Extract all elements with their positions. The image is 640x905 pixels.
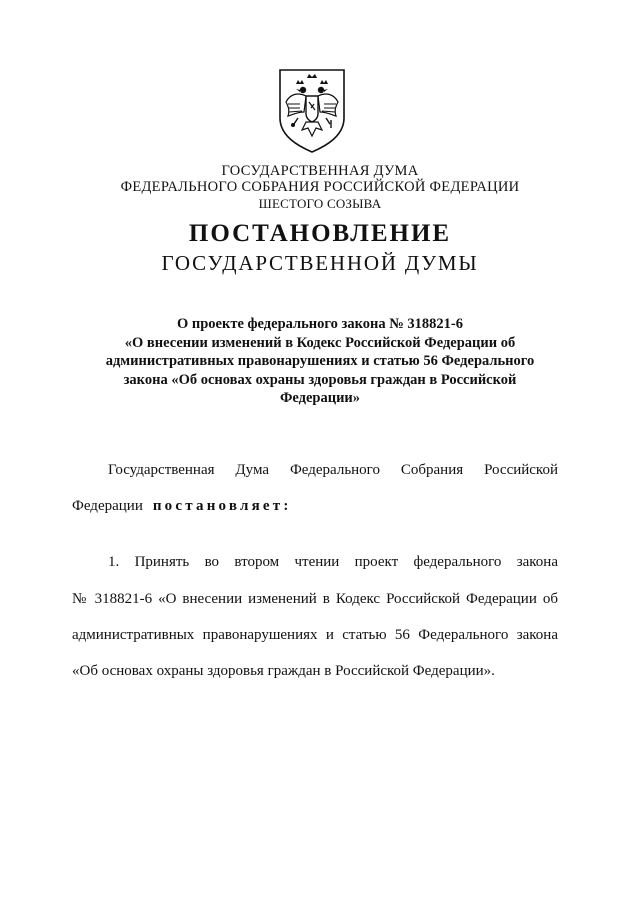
document-subject — [60, 315, 580, 408]
subject-line: О проекте федерального закона № 318821-6 — [176, 316, 464, 332]
issuer-convocation: ШЕСТОГО СОЗЫВА — [258, 196, 382, 211]
preamble-subject: Федерации — [72, 498, 143, 514]
preamble-verb: постановляет: — [152, 498, 292, 514]
document-type-title: ПОСТАНОВЛЕНИЕ — [188, 220, 452, 247]
preamble-line-2 — [72, 497, 558, 515]
item-1-line: 1. Принять во втором чтении проект федерального закона — [108, 554, 558, 570]
subject-line: Федерации» — [279, 390, 361, 406]
item-1-line: № 318821-6 «О внесении изменений в Кодекс Российской Федерации об — [72, 591, 558, 607]
preamble-line: Государственная Дума Федерального Собрания Российской — [108, 462, 558, 478]
issuer-org-assembly: ФЕДЕРАЛЬНОГО СОБРАНИЯ РОССИЙСКОЙ ФЕДЕРАЦИИ — [120, 179, 520, 195]
subject-line: «О внесении изменений в Кодекс Российской Федерации об — [124, 334, 516, 351]
coat-of-arms-icon — [276, 66, 348, 154]
subject-line: закона «Об основах охраны здоровья граждан в Российской — [123, 371, 517, 388]
item-1-line: административных правонарушениях и статью 56 Федерального закона — [72, 627, 558, 643]
issuer-org-name: ГОСУДАРСТВЕННАЯ ДУМА — [221, 163, 419, 179]
document-issuer-title: ГОСУДАРСТВЕННОЙ ДУМЫ — [161, 251, 479, 275]
subject-line: административных правонарушениях и статью 56 Федерального — [105, 353, 535, 369]
item-1-line: «Об основах охраны здоровья граждан в Российской Федерации». — [72, 663, 495, 679]
